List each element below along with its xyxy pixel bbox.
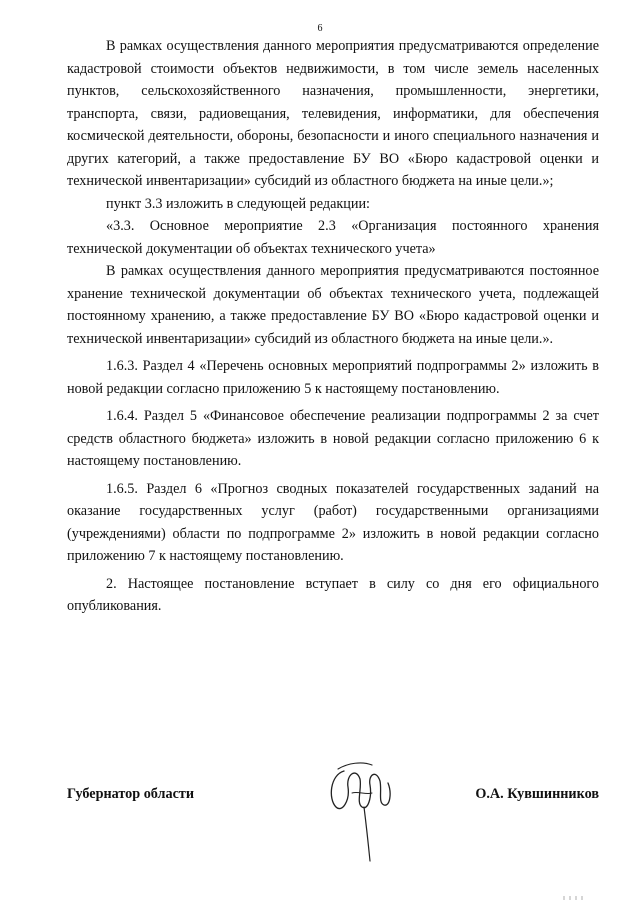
scan-mark bbox=[563, 896, 587, 900]
paragraph-1-6-5: 1.6.5. Раздел 6 «Прогноз сводных показателей государственных заданий на оказание государственных услуг (работ) государственными организациями (учреждениями) области по подпрограмме 2» изложить в новой редакции согласно приложению 7 к настоящему постановлению. bbox=[67, 480, 599, 564]
paragraph-clause-3-3-intro: пункт 3.3 изложить в следующей редакции: bbox=[106, 195, 370, 212]
paragraph-cadastral-valuation: В рамках осуществления данного мероприятия предусматриваются определение кадастровой стоимости объектов недвижимости, в том числе земель населенных пунктов, сельскохозяйственного назначения, промышленности, энергетики, транспорта, связи, радиовещания, телевидения, информатики, для обеспечения космической деятельности, обороны, безопасности и иного специального назначения и других категорий, а также предоставление БУ ВО «Бюро кадастровой оценки и технической инвентаризации» субсидий из областного бюджета на иные цели.»; bbox=[67, 38, 599, 189]
page-number: 6 bbox=[317, 23, 323, 34]
paragraph-1-6-4: 1.6.4. Раздел 5 «Финансовое обеспечение реализации подпрограммы 2 за счет средств областного бюджета» изложить в новой редакции согласно приложению 6 к настоящему постановлению. bbox=[67, 408, 599, 469]
paragraph-2-effective: 2. Настоящее постановление вступает в силу со дня его официального опубликования. bbox=[67, 575, 599, 614]
paragraph-1-6-3: 1.6.3. Раздел 4 «Перечень основных мероприятий подпрограммы 2» изложить в новой редакции согласно приложению 5 к настоящему постановлению. bbox=[67, 358, 599, 397]
paragraph-clause-3-3-heading: «3.3. Основное мероприятие 2.3 «Организация постоянного хранения технической документации об объектах технического учета» bbox=[67, 218, 599, 257]
paragraph-storage-activity: В рамках осуществления данного мероприятия предусматриваются постоянное хранение технической документации об объектах технического учета, подлежащей постоянному хранению, а также предоставление БУ ВО «Бюро кадастровой оценки и технической инвентаризации» субсидий из областного бюджета на иные цели.». bbox=[67, 263, 599, 347]
signature-block bbox=[67, 757, 599, 867]
signatory-name: О.А. Кувшинников bbox=[475, 786, 599, 802]
document-body bbox=[67, 35, 599, 618]
handwritten-signature bbox=[322, 757, 402, 867]
signatory-title: Губернатор области bbox=[67, 786, 195, 802]
